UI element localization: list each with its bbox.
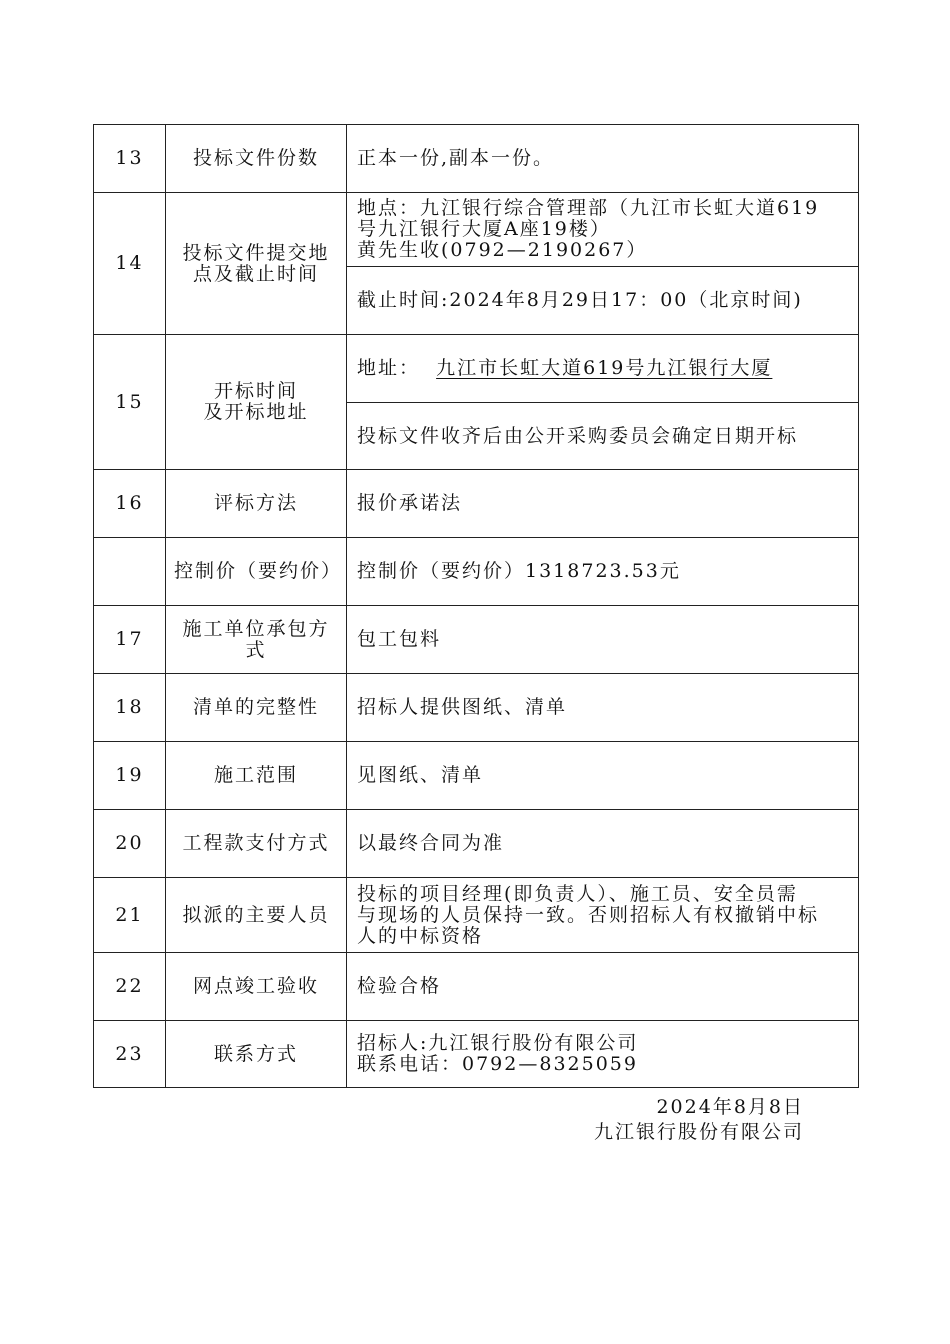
- row-number: 19: [94, 742, 166, 810]
- row-value: 报价承诺法: [347, 470, 859, 538]
- item-line: 及开标地址: [203, 401, 309, 423]
- table-row: [94, 953, 859, 1021]
- value-line: 黄先生收(0792—2190267）: [357, 239, 648, 261]
- table-row: [94, 742, 859, 810]
- row-item: 施工单位承包方式: [166, 606, 347, 674]
- table-row: [94, 538, 859, 606]
- row-value: 正本一份,副本一份。: [347, 125, 859, 193]
- row-value: [347, 878, 859, 953]
- row-item: 清单的完整性: [166, 674, 347, 742]
- row-number: 18: [94, 674, 166, 742]
- value-line: 联系电话：0792—8325059: [357, 1053, 638, 1075]
- value-line: 人的中标资格: [357, 924, 484, 947]
- signature-date: 2024年8月8日: [656, 1096, 804, 1118]
- row-item: 施工范围: [166, 742, 347, 810]
- row-number: 13: [94, 125, 166, 193]
- row-number: 16: [94, 470, 166, 538]
- item-line: 开标时间: [213, 380, 298, 402]
- row-number: 14: [94, 193, 166, 335]
- row-value: [347, 335, 859, 403]
- row-item: 联系方式: [166, 1021, 347, 1088]
- table-row: [94, 674, 859, 742]
- value-line: 号九江银行大厦A座19楼）: [357, 218, 611, 240]
- row-number: 22: [94, 953, 166, 1021]
- row-item: 控制价（要约价）: [166, 538, 347, 606]
- table-row: [94, 470, 859, 538]
- value-line: 与现场的人员保持一致。否则招标人有权撤销中标: [357, 903, 820, 926]
- bid-info-table: [93, 124, 859, 1088]
- table-row: [94, 1021, 859, 1088]
- row-value: 招标人提供图纸、清单: [347, 674, 859, 742]
- row-item: [166, 335, 347, 470]
- row-item: 投标文件提交地点及截止时间: [166, 193, 347, 335]
- row-value: 控制价（要约价）1318723.53元: [347, 538, 859, 606]
- row-item: 拟派的主要人员: [166, 878, 347, 953]
- value-line: 招标人:九江银行股份有限公司: [357, 1032, 639, 1054]
- table-row: [94, 878, 859, 953]
- row-number: 17: [94, 606, 166, 674]
- value-line: 地点：九江银行综合管理部（九江市长虹大道619: [357, 197, 820, 219]
- row-value-opening: 投标文件收齐后由公开采购委员会确定日期开标: [347, 403, 859, 470]
- row-item: 网点竣工验收: [166, 953, 347, 1021]
- row-item: 投标文件份数: [166, 125, 347, 193]
- address-text: 九江市长虹大道619号九江银行大厦: [436, 357, 773, 379]
- row-value: 检验合格: [347, 953, 859, 1021]
- row-item: 工程款支付方式: [166, 810, 347, 878]
- row-number: 23: [94, 1021, 166, 1088]
- signature-company: 九江银行股份有限公司: [593, 1121, 804, 1143]
- row-value: 见图纸、清单: [347, 742, 859, 810]
- row-number: [94, 538, 166, 606]
- table-row: [94, 606, 859, 674]
- row-number: 20: [94, 810, 166, 878]
- row-number: 15: [94, 335, 166, 470]
- row-value: 包工包料: [347, 606, 859, 674]
- table-row: [94, 193, 859, 267]
- table-row: [94, 125, 859, 193]
- value-line: 投标的项目经理(即负责人）、施工员、安全员需: [357, 882, 798, 905]
- table-row: [94, 335, 859, 403]
- row-number: 21: [94, 878, 166, 953]
- address-label: 地址：: [357, 357, 421, 379]
- row-item: 评标方法: [166, 470, 347, 538]
- row-value: [347, 193, 859, 267]
- row-value-deadline: 截止时间:2024年8月29日17：00（北京时间): [347, 267, 859, 335]
- row-value: [347, 1021, 859, 1088]
- table-row: [94, 810, 859, 878]
- row-value: 以最终合同为准: [347, 810, 859, 878]
